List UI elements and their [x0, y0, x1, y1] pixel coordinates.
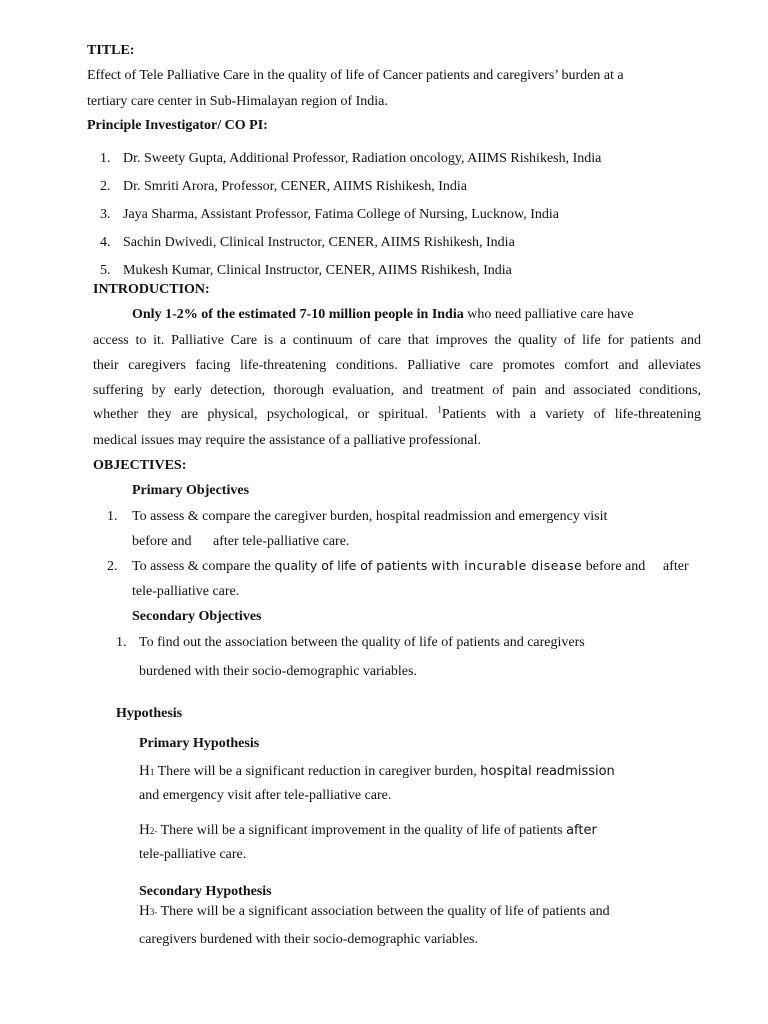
- introduction-heading: INTRODUCTION:: [93, 282, 210, 297]
- investigator-number: 1.: [100, 151, 111, 166]
- introduction-highlight: Only 1-2% of the estimated 7-10 million people in India: [132, 307, 464, 322]
- objective-text: quality of life of patients: [274, 558, 432, 573]
- objective-item: after tele-palliative care.: [213, 534, 350, 549]
- hypothesis-item: [139, 820, 597, 841]
- objective-item: burdened with their socio-demographic variables.: [139, 664, 417, 679]
- hypothesis-subscript: 2-: [149, 826, 158, 836]
- objective-text: before and: [582, 559, 646, 574]
- objective-item: after: [663, 559, 689, 574]
- objective-item: [132, 558, 645, 577]
- objective-item: To assess & compare the caregiver burden, hospital readmission and emergency visit: [132, 509, 608, 524]
- objective-text: To assess & compare the: [132, 559, 275, 574]
- introduction-line: access to it. Palliative Care is a continuum of care that improves the quality of life for patients and: [93, 333, 701, 348]
- objective-number: 2.: [107, 559, 118, 574]
- hypothesis-text: after: [566, 823, 597, 838]
- objective-number: 1.: [116, 635, 127, 650]
- investigator-number: 2.: [100, 179, 111, 194]
- hypothesis-label: H: [139, 903, 150, 919]
- title-heading: TITLE:: [87, 43, 135, 58]
- introduction-line: [93, 406, 701, 425]
- investigator-number: 3.: [100, 207, 111, 222]
- introduction-text: who need palliative care have: [463, 307, 634, 322]
- hypothesis-item: [139, 761, 615, 782]
- introduction-line: suffering by early detection, thorough evaluation, and treatment of pain and associated conditions,: [93, 383, 701, 398]
- secondary-hypothesis-heading: Secondary Hypothesis: [139, 884, 272, 899]
- introduction-text: whether they are physical, psychological, or spiritual.: [93, 407, 438, 422]
- primary-objectives-heading: Primary Objectives: [132, 483, 250, 498]
- hypothesis-subscript: 1: [149, 767, 155, 777]
- title-line-1: Effect of Tele Palliative Care in the quality of life of Cancer patients and caregivers’ burden at a: [87, 68, 624, 83]
- hypothesis-text: There will be a significant association between the quality of life of patients and: [157, 904, 610, 919]
- hypothesis-text: hospital readmission: [480, 764, 615, 779]
- investigator-item: Dr. Smriti Arora, Professor, CENER, AIIMS Rishikesh, India: [123, 179, 467, 194]
- investigators-heading: Principle Investigator/ CO PI:: [87, 118, 268, 133]
- hypothesis-text: There will be a significant improvement in the quality of life of patients: [157, 823, 567, 838]
- hypothesis-item: [139, 901, 610, 922]
- introduction-line: [132, 306, 701, 325]
- introduction-text: Patients with a variety of life-threatening: [441, 407, 701, 422]
- hypothesis-heading: Hypothesis: [116, 706, 183, 721]
- investigator-item: Mukesh Kumar, Clinical Instructor, CENER, AIIMS Rishikesh, India: [123, 263, 512, 278]
- hypothesis-label: H: [139, 822, 150, 838]
- investigator-item: Sachin Dwivedi, Clinical Instructor, CENER, AIIMS Rishikesh, India: [123, 235, 515, 250]
- investigator-item: Dr. Sweety Gupta, Additional Professor, Radiation oncology, AIIMS Rishikesh, India: [123, 151, 602, 166]
- hypothesis-subscript: 3-: [149, 907, 158, 917]
- hypothesis-text: There will be a significant reduction in caregiver burden,: [154, 764, 481, 779]
- hypothesis-item: tele-palliative care.: [139, 847, 247, 862]
- investigator-item: Jaya Sharma, Assistant Professor, Fatima College of Nursing, Lucknow, India: [123, 207, 559, 222]
- objective-item: To find out the association between the quality of life of patients and caregivers: [139, 635, 585, 650]
- citation-marker: 1: [437, 404, 442, 415]
- primary-hypothesis-heading: Primary Hypothesis: [139, 736, 260, 751]
- objectives-heading: OBJECTIVES:: [93, 458, 187, 473]
- objective-item: tele-palliative care.: [132, 584, 240, 599]
- hypothesis-item: and emergency visit after tele-palliative care.: [139, 788, 392, 803]
- secondary-objectives-heading: Secondary Objectives: [132, 609, 262, 624]
- objective-text: with incurable disease: [431, 558, 583, 573]
- investigator-number: 4.: [100, 235, 111, 250]
- objective-item: before and: [132, 534, 192, 549]
- introduction-line: medical issues may require the assistance of a palliative professional.: [93, 433, 481, 448]
- hypothesis-item: caregivers burdened with their socio-demographic variables.: [139, 932, 478, 947]
- hypothesis-label: H: [139, 763, 150, 779]
- investigator-number: 5.: [100, 263, 111, 278]
- objective-number: 1.: [107, 509, 118, 524]
- introduction-line: their caregivers facing life-threatening conditions. Palliative care promotes comfort and alleviates: [93, 358, 701, 373]
- title-line-2: tertiary care center in Sub-Himalayan region of India.: [87, 94, 388, 109]
